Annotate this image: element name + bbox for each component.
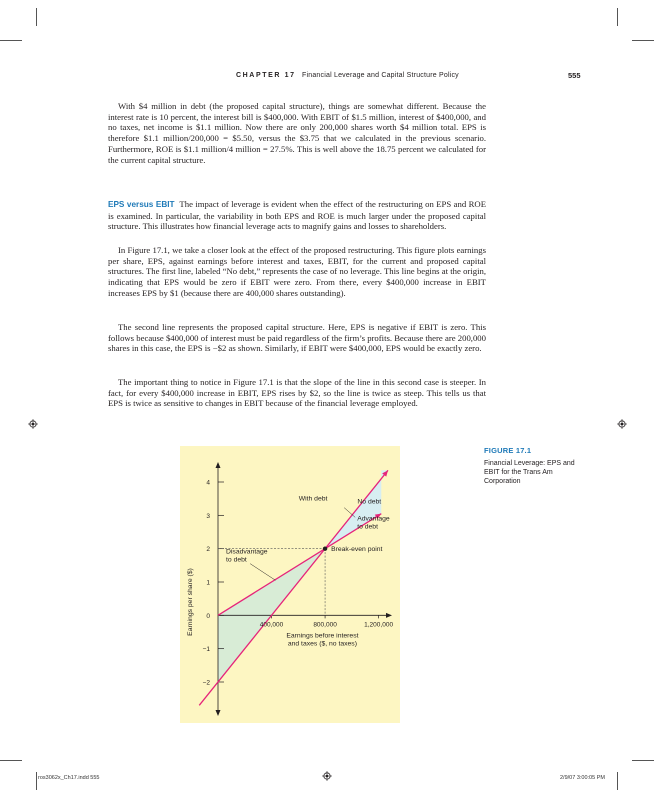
paragraph-2-text: The impact of leverage is evident when the effect of the restructuring on EPS and ROE is examined. In particular, the variability in both EPS and ROE is much larger under the proposed capital structure. This illustrates how financial leverage acts to magnify gains and losses to shareholders.: [108, 199, 487, 232]
y-tick-label: 3: [206, 512, 210, 520]
x-tick-label: 400,000: [259, 621, 284, 629]
disadvantage-label-line1: Disadvantage: [226, 548, 268, 556]
chapter-title: Financial Leverage and Capital Structure Policy: [302, 72, 459, 79]
crop-mark: [36, 8, 37, 26]
paragraph-5: The important thing to notice in Figure 17.1 is that the slope of the line in this second case is steeper. In fact, for every $400,000 increase in EBIT, EPS rises by $2, so the line is twice as steep. This tells us that EPS is twice as sensitive to changes in EBIT because of the financial leverage employed.: [108, 377, 486, 409]
no-debt-label: No debt: [357, 498, 382, 506]
y-tick-label: 1: [206, 579, 210, 587]
y-tick-label: 0: [206, 612, 210, 620]
crop-mark: [632, 760, 654, 761]
footer-date-info: 2/9/07 3:00:05 PM: [560, 775, 605, 781]
crop-mark: [617, 772, 618, 790]
x-axis-title-line1: Earnings before interest: [286, 632, 359, 640]
figure-title: FIGURE 17.1: [484, 446, 532, 455]
registration-mark-icon: [322, 771, 332, 781]
y-tick-label: −2: [202, 679, 210, 687]
page-number: 555: [568, 71, 581, 80]
figure-caption: Financial Leverage: EPS and EBIT for the Trans Am Corporation: [484, 460, 575, 485]
crop-mark: [632, 40, 654, 41]
registration-mark-icon: [617, 419, 627, 429]
footer-file-info: ros3062x_Ch17.indd 555: [38, 775, 100, 781]
advantage-label-line1: Advantage: [357, 515, 390, 523]
x-tick-label: 800,000: [313, 621, 337, 629]
paragraph-3: In Figure 17.1, we take a closer look at the effect of the proposed restructuring. This figure plots earnings per share, EPS, against earnings before interest and taxes, EBIT, for the current and proposed capital structures. The first line, labeled “No debt,” represents the case of no leverage. This line begins at the origin, indicating that EPS would be zero if EBIT were zero. From there, every $400,000 increase in EBIT increases EPS by $1 (because there are 400,000 shares outstanding).: [108, 245, 486, 298]
break-even-label: Break-even point: [331, 546, 383, 554]
x-axis-title-line2: and taxes ($, no taxes): [287, 640, 357, 648]
chapter-label: CHAPTER 17: [236, 72, 296, 79]
crop-mark: [617, 8, 618, 26]
eps-ebit-chart: [180, 446, 400, 723]
break-even-point: [323, 546, 327, 550]
paragraph-4: The second line represents the proposed capital structure. Here, EPS is negative if EBIT is zero. This follows because $400,000 of interest must be paid regardless of the firm’s profits. Because there are 200,000 shares in this case, the EPS is −$2 as shown. Similarly, if EBIT were $400,000, EPS would be exactly zero.: [108, 322, 486, 354]
y-axis-title: Earnings per share ($): [187, 568, 194, 636]
with-debt-label: With debt: [298, 495, 328, 503]
y-tick-label: 2: [206, 546, 210, 554]
paragraph-1: With $4 million in debt (the proposed capital structure), things are somewhat different. Because the interest rate is 10 percent, the interest bill is $400,000. With EBIT of $1.5 million, interest of $400,000, and no taxes, net income is $1.1 million. Now there are only 200,000 shares worth $4 million total. EPS is therefore $1.1 million/200,000 = $5.50, versus the $3.75 that we calculated in the previous scenario. Furthermore, ROE is $1.1 million/4 million = 27.5%. This is well above the 18.75 percent we calculated for the current capital structure.: [108, 101, 486, 165]
running-header: [236, 72, 459, 79]
crop-mark: [0, 40, 22, 41]
advantage-label-line2: to debt: [357, 523, 378, 531]
crop-mark: [36, 772, 37, 790]
crop-mark: [0, 760, 22, 761]
disadvantage-label-line2: to debt: [226, 556, 247, 564]
x-tick-label: 1,200,000: [364, 621, 394, 629]
registration-mark-icon: [28, 419, 38, 429]
paragraph-2: [108, 199, 486, 232]
section-run-in-head: EPS versus EBIT: [108, 200, 175, 209]
y-tick-label: 4: [206, 479, 210, 487]
y-tick-label: −1: [202, 646, 210, 654]
